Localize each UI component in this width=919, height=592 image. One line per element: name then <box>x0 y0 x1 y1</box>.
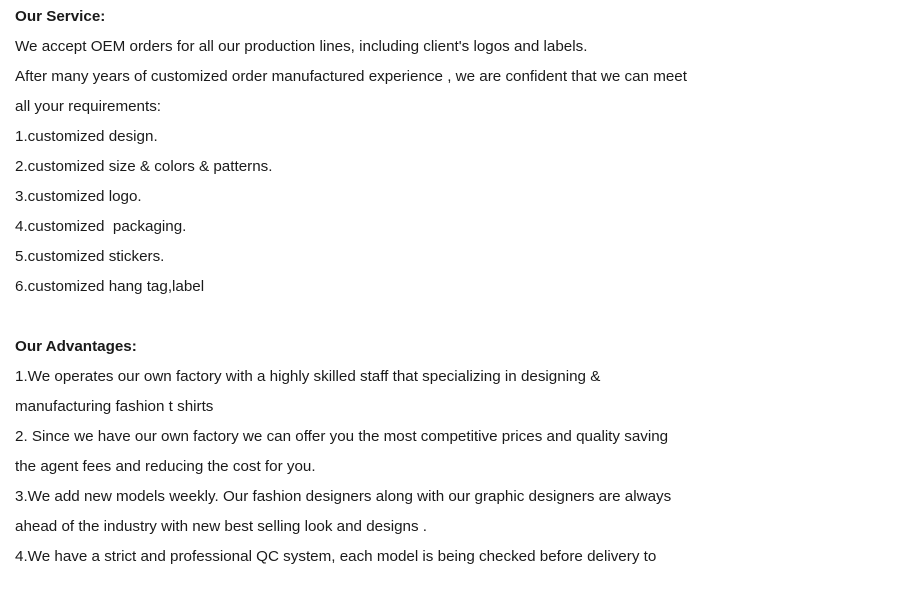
service-list-item: 4.customized packaging. <box>15 218 187 235</box>
service-list-item: 1.customized design. <box>15 128 158 145</box>
service-line: all your requirements: <box>15 98 162 115</box>
advantages-line: 2. Since we have our own factory we can offer you the most competitive prices and quality saving <box>15 428 669 445</box>
advantages-line: manufacturing fashion t shirts <box>15 398 214 415</box>
service-list-item: 2.customized size & colors & patterns. <box>15 158 273 175</box>
advantages-line: 1.We operates our own factory with a highly skilled staff that specializing in designing & <box>15 368 601 385</box>
document-body <box>15 7 905 577</box>
advantages-line: the agent fees and reducing the cost for you. <box>15 458 316 475</box>
service-list-item: 6.customized hang tag,label <box>15 278 205 295</box>
advantages-line: 4.We have a strict and professional QC system, each model is being checked before delivery to <box>15 548 657 565</box>
service-line: After many years of customized order manufactured experience , we are confident that we can meet <box>15 68 687 85</box>
service-heading: Our Service: <box>15 8 106 25</box>
service-list-item: 3.customized logo. <box>15 188 142 205</box>
advantages-heading: Our Advantages: <box>15 338 137 355</box>
advantages-line: ahead of the industry with new best selling look and designs . <box>15 518 428 535</box>
advantages-line: 3.We add new models weekly. Our fashion designers along with our graphic designers are always <box>15 488 672 505</box>
service-line: We accept OEM orders for all our production lines, including client's logos and labels. <box>15 38 588 55</box>
section-spacer <box>15 307 905 337</box>
service-list-item: 5.customized stickers. <box>15 248 165 265</box>
